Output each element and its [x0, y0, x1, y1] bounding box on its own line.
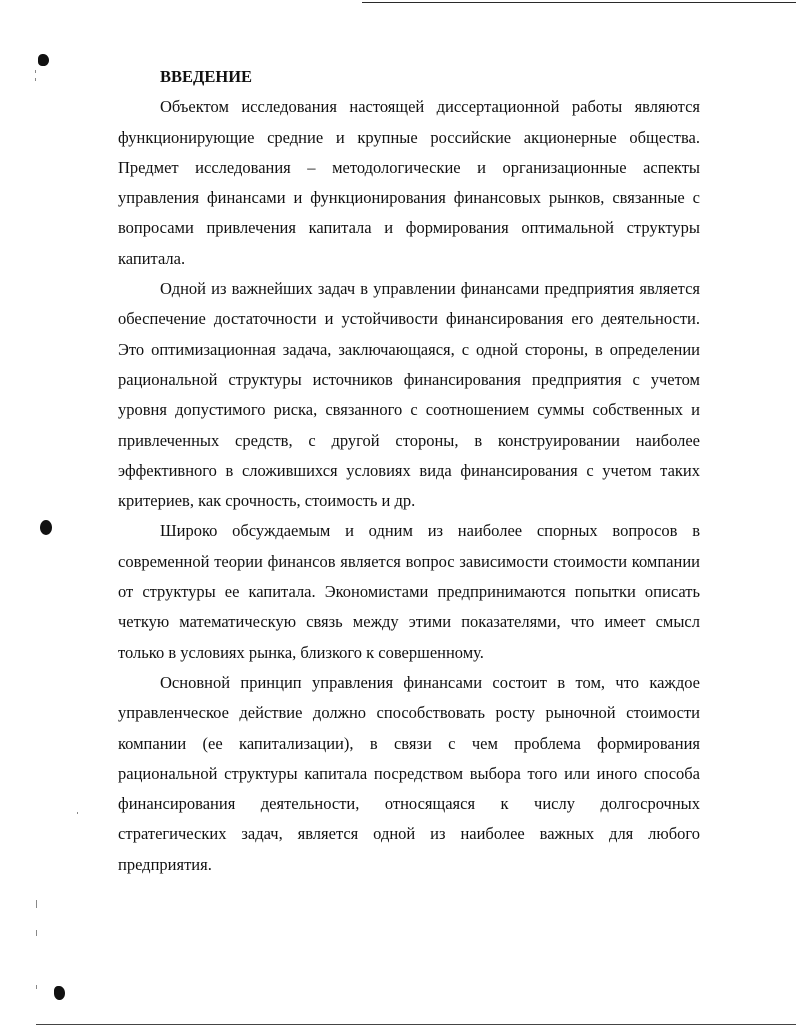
top-scan-line [362, 2, 796, 3]
bottom-scan-line [36, 1024, 796, 1025]
paragraph-capital-structure-debate: Широко обсуждаемым и одним из наиболее спорных вопросов в современной теории финансов является вопрос зависимости стоимости компании от структуры ее капитала. Экономистами предпринимаются попытки описать четкую математическую связь между этими показателями, что имеет смысл только в условиях рынка, близкого к совершенному. [118, 521, 700, 662]
page-content [118, 62, 700, 880]
binding-hole-mark-middle [40, 520, 52, 535]
scan-speck [36, 985, 37, 989]
page-title: ВВЕДЕНИЕ [160, 67, 253, 86]
scan-speck [35, 70, 36, 73]
scan-speck [36, 900, 37, 908]
paragraph-management-principle: Основной принцип управления финансами состоит в том, что каждое управленческое действие должно способствовать росту рыночной стоимости компании (ее капитализации), в связи с чем проблема формирования рациональной структуры капитала посредством выбора того или иного способа финансирования деятельности, относящаяся к числу долгосрочных стратегических задач, является одной из наиболее важных для любого предприятия. [118, 672, 700, 874]
paragraph-financing-task: Одной из важнейших задач в управлении финансами предприятия является обеспечение достаточности и устойчивости финансирования его деятельности. Это оптимизационная задача, заключающаяся, с одной стороны, в определении рациональной структуры источников финансирования предприятия с учетом уровня допустимого риска, связанного с соотношением суммы собственных и привлеченных средств, с другой стороны, в конструировании наиболее эффективного в сложившихся условиях вида финансирования с учетом таких критериев, как срочность, стоимость и др. [118, 279, 700, 511]
scan-speck [77, 812, 78, 814]
scan-speck [36, 930, 37, 936]
binding-hole-mark-bottom [54, 986, 65, 1000]
binding-hole-mark-top [38, 54, 49, 66]
paragraph-research-object: Объектом исследования настоящей диссертационной работы являются функционирующие средние и крупные российские акционерные общества. Предмет исследования – методологические и организационные аспекты управления финансами и функционирования финансовых рынков, связанные с вопросами привлечения капитала и формирования оптимальной структуры капитала. [118, 97, 700, 268]
scan-speck [35, 78, 36, 81]
